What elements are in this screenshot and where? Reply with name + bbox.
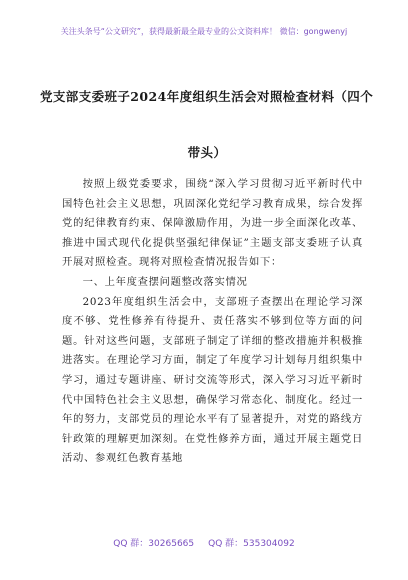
footer-contact bbox=[0, 536, 408, 549]
footer-qq-group-1: QQ 群：30265665 bbox=[113, 539, 195, 549]
title-line-2: 带头） bbox=[187, 145, 227, 160]
rectification-paragraph: 2023年度组织生活会中，支部班子查摆出在理论学习深度不够、党性修养有待提升、责任落实不够到位等方面的问题。针对这些问题，支部班子制定了详细的整改措施并积极推进落实。在理论学习方面，制定了年度学习计划每月组织集中学习，通过专题讲座、研讨交流等形式，深入学习习近平新时代中国特色社会主义思想，确保学习常态化、制度化。经过一年的努力，支部党员的理论水平有了显著提升，对党的路线方针政策的理解更加深刻。在党性修养方面，通过开展主题党日活动、参观红色教育基地 bbox=[62, 295, 363, 465]
header-banner: 关注头条号“公文研究”，获得最新最全最专业的公文资料库！ 微信：gongwenyj bbox=[60, 27, 348, 36]
intro-paragraph: 按照上级党委要求，围绕“深入学习贯彻习近平新时代中国特色社会主义思想，巩固深化党纪学习教育成果，综合发挥党的纪律教育约束、保障激励作用，为进一步全面深化改革、推进中国式现代化提供坚强纪律保证”主题支部支委班子认真开展对照检查。现将对照检查情况报告如下： bbox=[62, 178, 363, 269]
section-heading-1: 一、上年度查摆问题整改落实情况 bbox=[82, 275, 248, 288]
footer-qq-group-2: QQ 群：535304092 bbox=[208, 539, 295, 549]
document-body bbox=[62, 175, 363, 469]
title-line-1: 党支部支委班子2024年度组织生活会对照检查材料（四个 bbox=[40, 89, 374, 104]
document-title bbox=[40, 69, 374, 181]
